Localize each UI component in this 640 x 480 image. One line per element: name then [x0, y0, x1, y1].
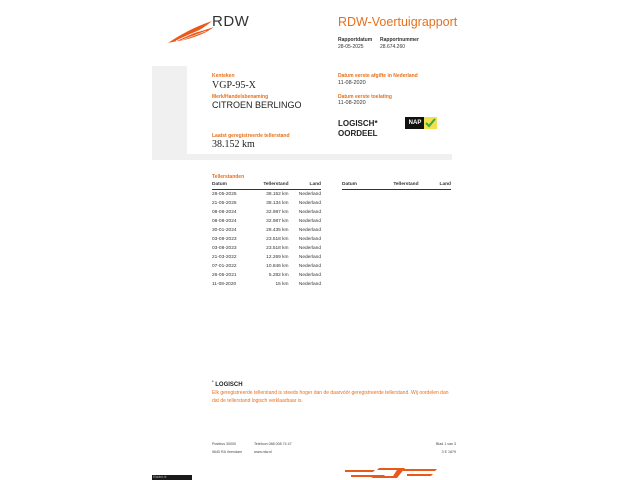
reading-date: 21-03-2022 [212, 255, 237, 260]
first-admission-nl-label: Datum eerste afgifte in Nederland [338, 73, 418, 79]
reading-date: 08-08-2024 [212, 219, 237, 224]
reading-country: Nederland [298, 264, 321, 269]
footer-code: 3 E 1879 [441, 450, 456, 454]
footer-address-line2: 9640 RA Veendam [212, 450, 242, 454]
verdict-line2: OORDEEL [338, 129, 378, 138]
reading-km: 38.134 km [266, 201, 289, 206]
col-reading-header: Tellerstand [393, 182, 419, 187]
nap-label: NAP [405, 117, 425, 129]
footer-page: Blad 1 van 3 [436, 442, 456, 446]
footer-address [212, 440, 242, 456]
footnote-heading-text: LOGISCH [215, 382, 243, 388]
reading-km: 28.435 km [266, 228, 289, 233]
table-row [212, 253, 321, 262]
reading-km: 12.269 km [266, 255, 289, 260]
first-admission-nl-value: 11-08-2020 [338, 80, 366, 86]
reading-km: 23.518 km [266, 237, 289, 242]
table-row [212, 271, 321, 280]
reading-country: Nederland [298, 246, 321, 251]
col-country-header: Land [439, 182, 451, 187]
first-admission-value: 11-08-2020 [338, 100, 366, 106]
plate-label: Kenteken [212, 73, 235, 79]
table-row [212, 217, 321, 226]
rdw-stripes-icon [345, 466, 440, 480]
footnote-heading [212, 379, 243, 388]
reading-date: 21-05-2025 [212, 201, 237, 206]
reading-date: 08-08-2024 [212, 210, 237, 215]
report-title: RDW-Voertuigrapport [338, 15, 458, 29]
reading-country: Nederland [298, 201, 321, 206]
make-label: Merk/Handelsbenaming [212, 94, 269, 100]
table-row [212, 199, 321, 208]
report-date-label: Rapportdatum [338, 37, 373, 43]
reading-date: 11-08-2020 [212, 282, 237, 287]
footer-address-line1: Postbus 30000 [212, 442, 236, 446]
reading-km: 10.846 km [266, 264, 289, 269]
verdict [338, 119, 378, 139]
reading-country: Nederland [298, 219, 321, 224]
corner-tag: Klantnr.nl [152, 475, 192, 480]
reading-date: 03-08-2023 [212, 246, 237, 251]
plate-value: VGP-95-X [212, 80, 256, 91]
report-number-block [380, 37, 419, 51]
reading-km: 38.152 km [266, 192, 289, 197]
col-date-header: Datum [212, 182, 227, 187]
table-header [212, 182, 321, 190]
reading-date: 07-01-2022 [212, 264, 237, 269]
reading-country: Nederland [298, 228, 321, 233]
col-reading-header: Tellerstand [263, 182, 289, 187]
col-date-header: Datum [342, 182, 357, 187]
checkmark-icon [424, 117, 437, 129]
last-reading-label: Laatst geregistreerde tellerstand [212, 133, 290, 139]
report-number: 28.674.260 [380, 44, 406, 50]
reading-country: Nederland [298, 237, 321, 242]
reading-country: Nederland [298, 210, 321, 215]
reading-km: 15 km [275, 282, 289, 287]
reading-country: Nederland [298, 282, 321, 287]
footer-website[interactable]: www.rdw.nl [254, 450, 272, 454]
readings-rows [212, 190, 321, 289]
readings-table-left [212, 182, 321, 289]
table-row [212, 262, 321, 271]
reading-date: 26-05-2021 [212, 273, 237, 278]
readings-table-right [342, 182, 451, 190]
footer-page-info [430, 440, 456, 456]
table-row [212, 226, 321, 235]
last-reading-value: 38.152 km [212, 139, 255, 150]
reading-date: 28-05-2025 [212, 192, 237, 197]
col-country-header: Land [309, 182, 321, 187]
table-row [212, 280, 321, 289]
table-row [212, 244, 321, 253]
reading-country: Nederland [298, 192, 321, 197]
reading-km: 23.518 km [266, 246, 289, 251]
reading-date: 03-08-2023 [212, 237, 237, 242]
footnote-text: Elk geregistreerde tellerstand is steeds hoger dan de daarvóór geregistreerde tellerstand. Wij oordelen dan dat de tellerstand logisch verklaarbaar is. [212, 390, 449, 404]
footer-phone: Telefoon 088 008 74 47 [254, 442, 292, 446]
readings-title: Tellerstanden [212, 174, 245, 180]
reading-date: 30-01-2024 [212, 228, 237, 233]
nap-badge [405, 117, 437, 129]
reading-km: 5.282 km [268, 273, 289, 278]
reading-km: 32.987 km [266, 219, 289, 224]
report-number-label: Rapportnummer [380, 37, 419, 43]
verdict-line1: LOGISCH* [338, 119, 378, 128]
report-date: 28-05-2025 [338, 44, 364, 50]
reading-km: 32.987 km [266, 210, 289, 215]
table-row [212, 235, 321, 244]
table-row [212, 208, 321, 217]
table-header [342, 182, 451, 190]
footer-contact [254, 440, 292, 456]
footnote-mark: * [212, 379, 214, 384]
first-admission-label: Datum eerste toelating [338, 94, 392, 100]
brand-name: RDW [212, 13, 250, 30]
reading-country: Nederland [298, 255, 321, 260]
reading-country: Nederland [298, 273, 321, 278]
report-date-block [338, 37, 372, 51]
make-value: CITROEN BERLINGO [212, 100, 302, 110]
table-row [212, 190, 321, 199]
